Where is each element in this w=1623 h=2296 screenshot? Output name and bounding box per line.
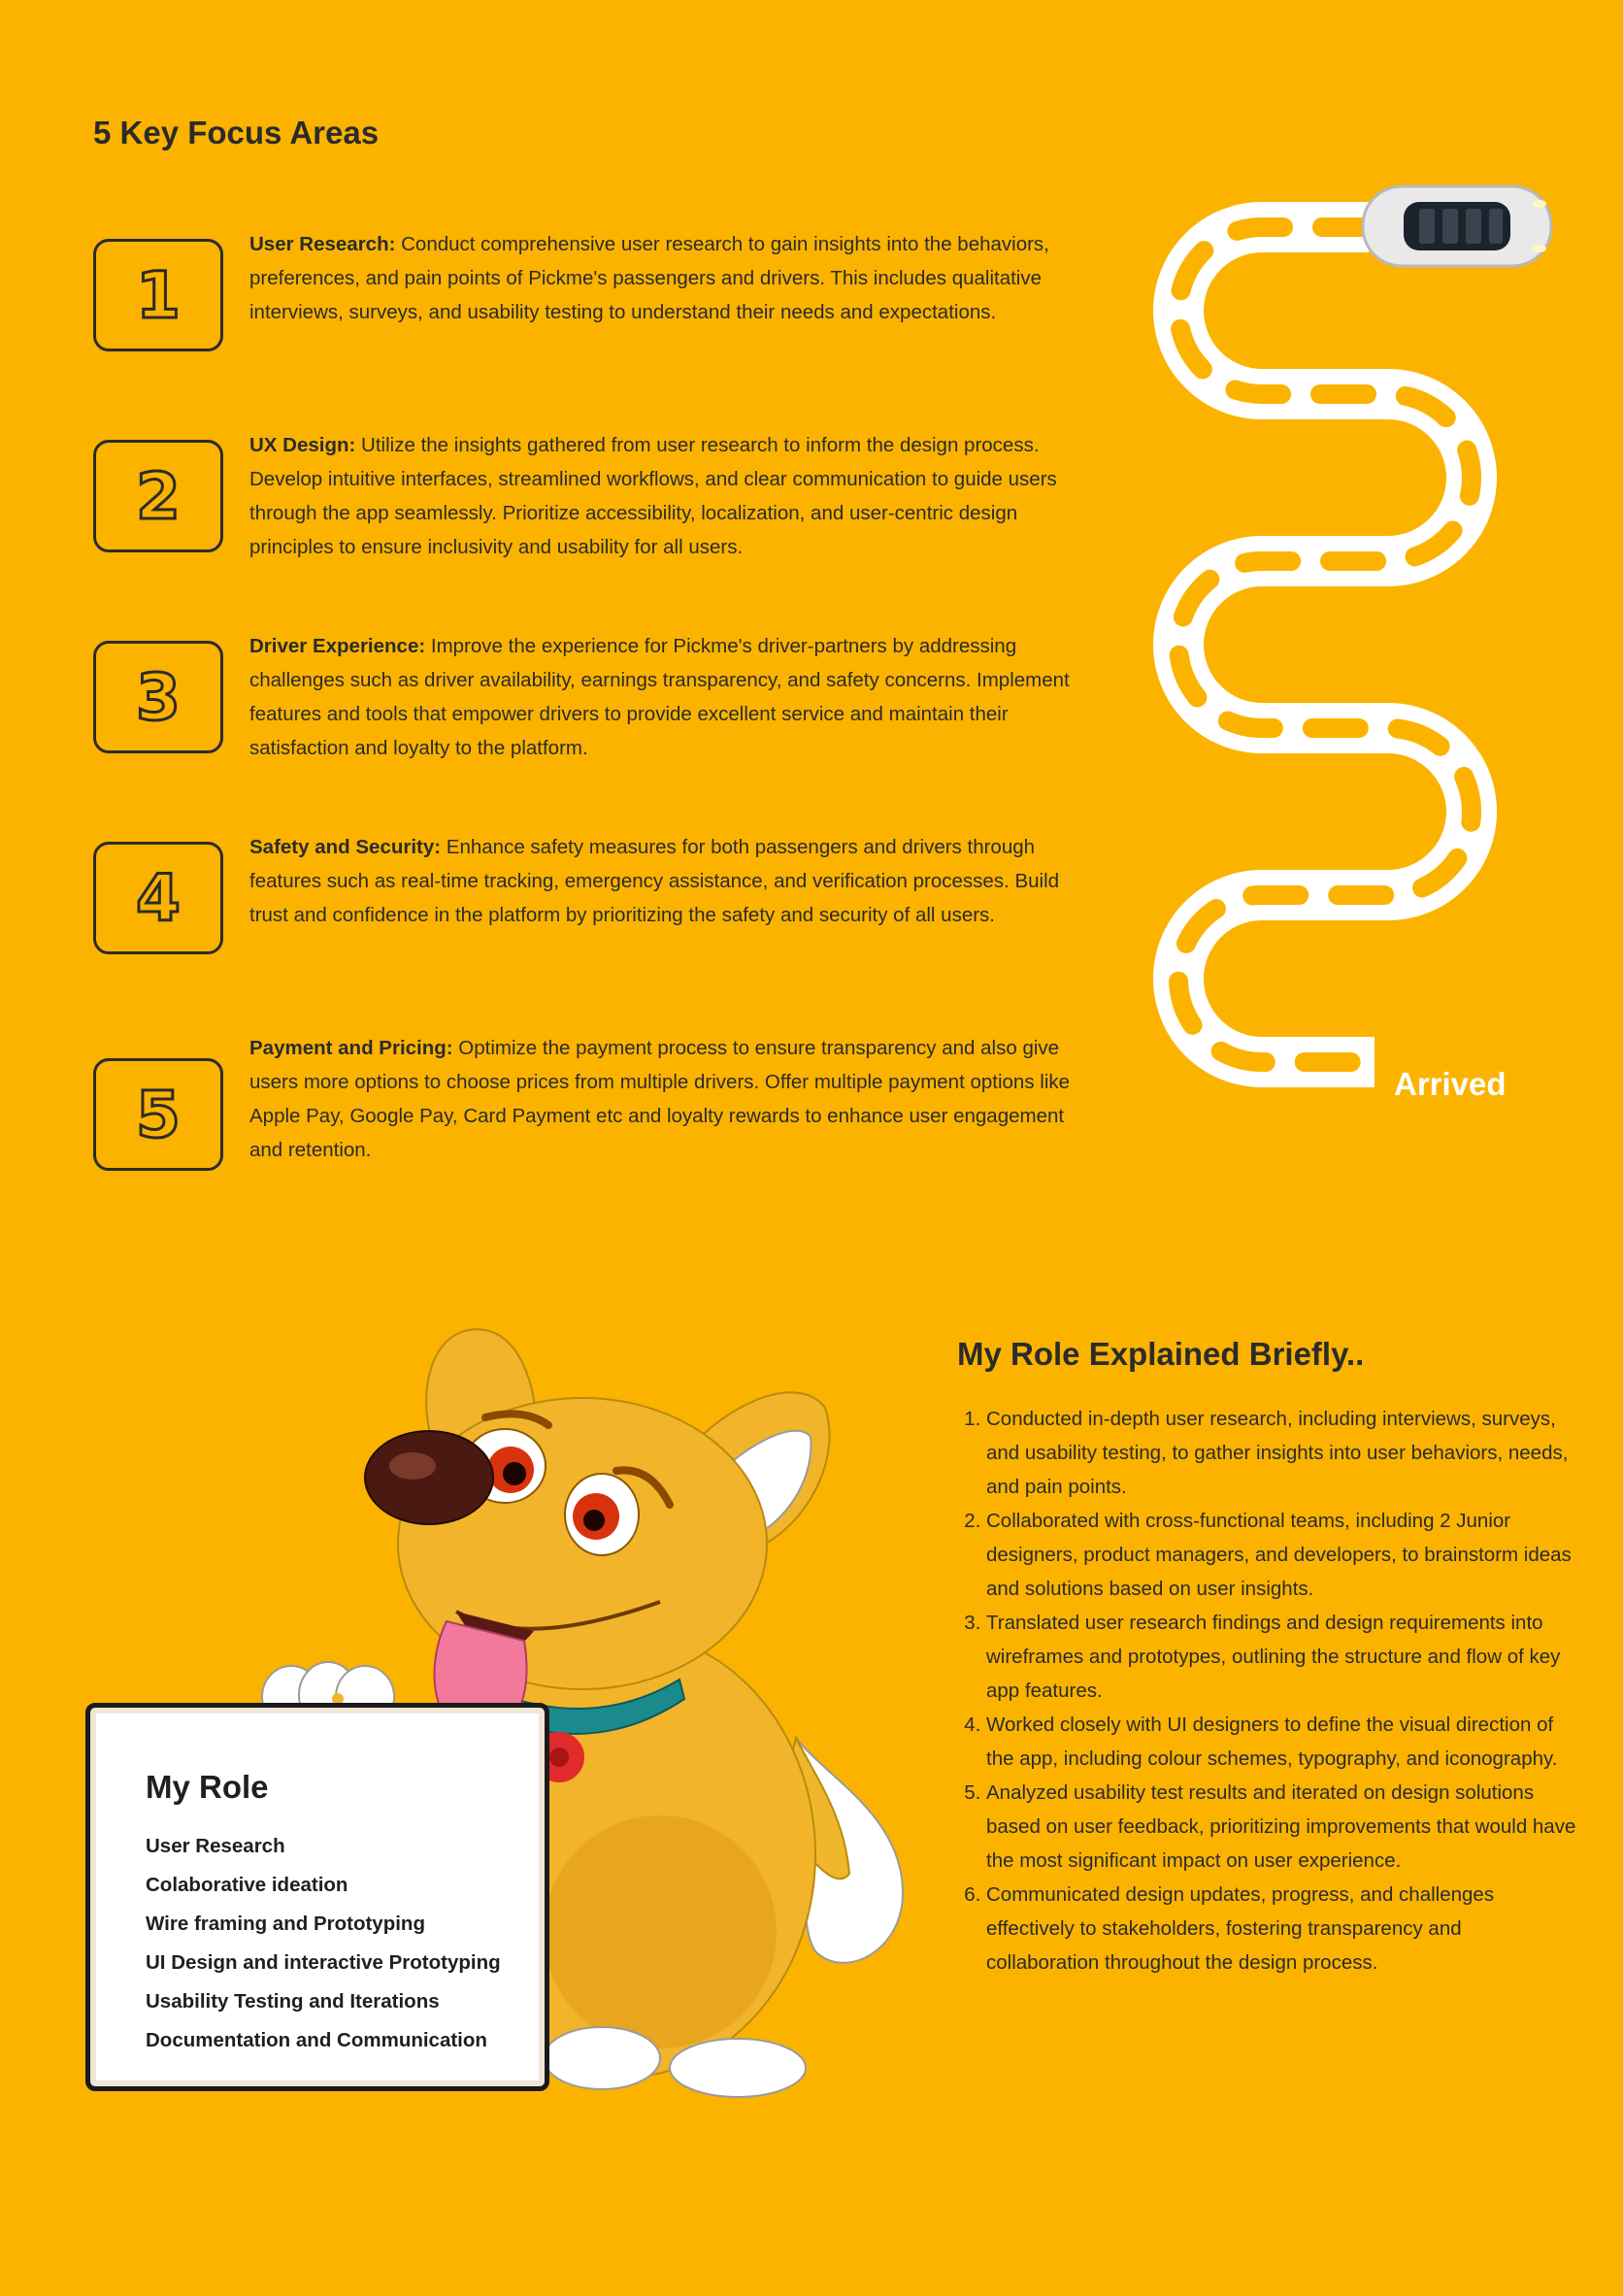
- road-path: [1178, 227, 1472, 1062]
- list-item: UI Design and interactive Prototyping: [146, 1951, 501, 1974]
- focus-heading: UX Design:: [249, 434, 356, 456]
- role-card-title: My Role: [146, 1769, 269, 1805]
- focus-item-5: [93, 1031, 1074, 1186]
- role-card-list: [146, 1827, 501, 2060]
- focus-heading: Payment and Pricing:: [249, 1037, 453, 1059]
- number-badge: 2: [93, 440, 223, 552]
- car-icon: [1363, 186, 1551, 266]
- arrived-label: Arrived: [1394, 1066, 1507, 1102]
- role-explained-title: My Role Explained Briefly..: [957, 1336, 1365, 1372]
- focus-item-2: [93, 428, 1074, 583]
- list-item: Documentation and Communication: [146, 2029, 487, 2051]
- focus-description: User Research: Conduct comprehensive user research to gain insights into the behaviors, preferences, and pain points of Pickme's passengers and drivers. This includes qualitative interviews, surveys, and usability testing to understand their needs and expectations.: [249, 233, 1049, 323]
- focus-item-1: [93, 227, 1074, 383]
- list-item: 2. Collaborated with cross-functional teams, including 2 Junior designers, product managers, and developers, to brainstorm ideas and solutions based on user insights.: [986, 1504, 1578, 1606]
- list-item: Colaborative ideation: [146, 1874, 348, 1896]
- list-item: 3. Translated user research findings and design requirements into wireframes and prototypes, outlining the structure and flow of key app features.: [986, 1606, 1578, 1708]
- list-item: User Research: [146, 1835, 285, 1857]
- list-item: Usability Testing and Iterations: [146, 1990, 440, 2013]
- number-badge: 4: [93, 842, 223, 954]
- list-item: 1. Conducted in-depth user research, including interviews, surveys, and usability testing, to gather insights into user behaviors, needs, and pain points.: [986, 1402, 1578, 1504]
- focus-item-3: [93, 629, 1074, 784]
- road-illustration: [1145, 165, 1573, 1116]
- number-badge: 1: [93, 239, 223, 351]
- road-lane-markings: [1178, 227, 1472, 1062]
- focus-description: Payment and Pricing: Optimize the payment process to ensure transparency and also give users more options to choose prices from multiple drivers. Offer multiple payment options like Apple Pay, Google Pay, Card Payment etc and loyalty rewards to enhance user engagement and retention.: [249, 1037, 1071, 1161]
- list-item: 4. Worked closely with UI designers to define the visual direction of the app, including colour schemes, typography, and iconography.: [986, 1708, 1578, 1776]
- list-item: 5. Analyzed usability test results and iterated on design solutions based on user feedback, prioritizing improvements that would have the most significant impact on user experience.: [986, 1776, 1578, 1878]
- number-badge: 5: [93, 1058, 223, 1171]
- focus-heading: Driver Experience:: [249, 635, 426, 657]
- focus-description: Safety and Security: Enhance safety measures for both passengers and drivers through features such as real-time tracking, emergency assistance, and verification processes. Build trust and confidence in the platform by prioritizing the safety and security of all users.: [249, 836, 1060, 926]
- list-item: Wire framing and Prototyping: [146, 1913, 425, 1935]
- focus-description: Driver Experience: Improve the experience for Pickme's driver-partners by addressing challenges such as driver availability, earnings transparency, and safety concerns. Implement features and tools that empower drivers to provide excellent service and maintain their satisfaction and loyalty to the platform.: [249, 635, 1070, 759]
- focus-heading: Safety and Security:: [249, 836, 442, 858]
- number-badge: 3: [93, 641, 223, 753]
- section-title: 5 Key Focus Areas: [93, 115, 380, 150]
- role-explained-list: [957, 1402, 1578, 1980]
- focus-item-4: [93, 830, 1074, 985]
- list-item: 6. Communicated design updates, progress, and challenges effectively to stakeholders, fostering transparency and collaboration throughout the design process.: [986, 1878, 1578, 1980]
- focus-description: UX Design: Utilize the insights gathered from user research to inform the design process. Develop intuitive interfaces, streamlined workflows, and clear communication to guide users through the app seamlessly. Prioritize accessibility, localization, and user-centric design principles to ensure inclusivity and usability for all users.: [249, 434, 1057, 558]
- focus-heading: User Research:: [249, 233, 396, 255]
